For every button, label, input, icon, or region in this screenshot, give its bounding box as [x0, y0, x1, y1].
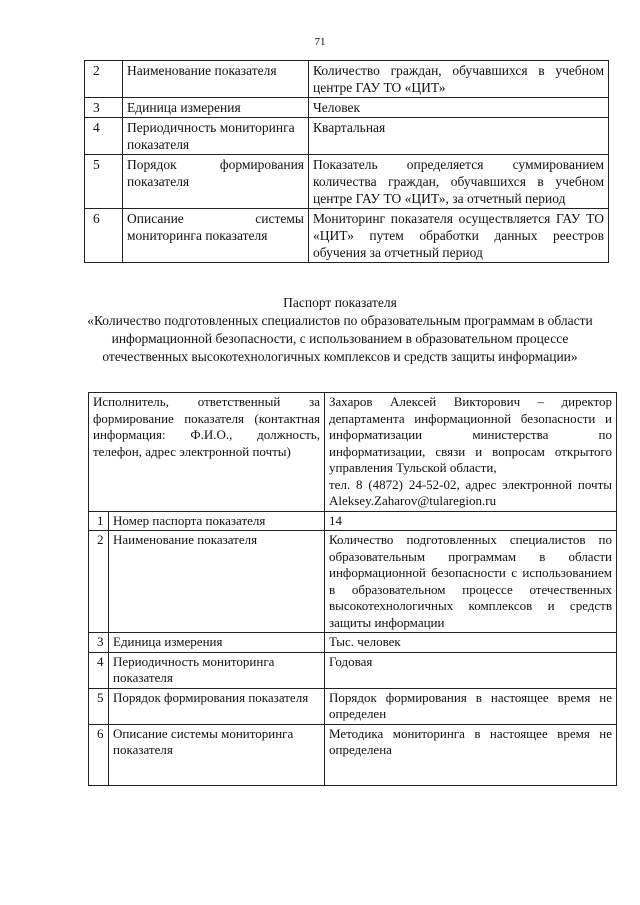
row-value: Тыс. человек — [325, 633, 617, 653]
top-indicator-table — [84, 60, 609, 263]
executor-name: Захаров Алексей Викторович – директор департамента информационной безопасности и информатизации министерства по информатизации, связи и вопросам открытого управления Тульской области, — [329, 394, 612, 475]
row-value: Годовая — [325, 652, 617, 688]
passport-heading: Паспорт показателя — [283, 295, 397, 310]
passport-subtitle: «Количество подготовленных специалистов по образовательным программам в области информационной безопасности, с использованием в образовательном процессе отечественных высокотехнологичных комплексов и средств защиты информации» — [87, 313, 593, 364]
table-row — [89, 511, 617, 531]
row-value: 14 — [325, 511, 617, 531]
page-number: 71 — [314, 36, 326, 48]
table-row — [89, 724, 617, 785]
row-value: Порядок формирования в настоящее время не определен — [325, 688, 617, 724]
row-number: 3 — [85, 98, 123, 118]
executor-label: Исполнитель, ответственный за формирование показателя (контактная информация: Ф.И.О., должность, телефон, адрес электронной почты) — [89, 393, 325, 512]
row-number: 5 — [85, 155, 123, 209]
row-label: Наименование показателя — [123, 61, 309, 98]
table-row — [85, 155, 609, 209]
row-number: 3 — [89, 633, 109, 653]
row-number: 1 — [89, 511, 109, 531]
row-number: 6 — [85, 209, 123, 263]
row-value: Методика мониторинга в настоящее время не определена — [325, 724, 617, 785]
table-row — [85, 61, 609, 98]
executor-row — [89, 393, 617, 512]
row-label: Порядок формирования показателя — [123, 155, 309, 209]
table-row — [89, 688, 617, 724]
row-label: Описание системы мониторинга показателя — [109, 724, 325, 785]
row-value: Количество граждан, обучавшихся в учебном центре ГАУ ТО «ЦИТ» — [309, 61, 609, 98]
row-label: Единица измерения — [123, 98, 309, 118]
passport-table — [88, 392, 617, 786]
passport-title-block — [80, 294, 600, 366]
row-number: 2 — [85, 61, 123, 98]
executor-value — [325, 393, 617, 512]
row-label: Номер паспорта показателя — [109, 511, 325, 531]
row-number: 2 — [89, 531, 109, 633]
row-label: Порядок формирования показателя — [109, 688, 325, 724]
row-label: Периодичность мониторинга показателя — [123, 118, 309, 155]
row-label: Наименование показателя — [109, 531, 325, 633]
table-row — [89, 633, 617, 653]
table-row — [85, 209, 609, 263]
row-label: Единица измерения — [109, 633, 325, 653]
row-value: Мониторинг показателя осуществляется ГАУ ТО «ЦИТ» путем обработки данных реестров обучения за отчетный период — [309, 209, 609, 263]
row-value: Количество подготовленных специалистов по образовательным программам в области информационной безопасности с использованием в образовательном процессе отечественных высокотехнологичных комплексов и средств защиты информации — [325, 531, 617, 633]
row-number: 4 — [89, 652, 109, 688]
table-row — [89, 531, 617, 633]
row-value: Человек — [309, 98, 609, 118]
row-number: 4 — [85, 118, 123, 155]
table-row — [89, 652, 617, 688]
table-row — [85, 98, 609, 118]
row-label: Периодичность мониторинга показателя — [109, 652, 325, 688]
table-row — [85, 118, 609, 155]
row-number: 6 — [89, 724, 109, 785]
row-label: Описание системы мониторинга показателя — [123, 209, 309, 263]
executor-contact: тел. 8 (4872) 24-52-02, адрес электронной почты Aleksey.Zaharov@tularegion.ru — [329, 476, 612, 508]
row-value: Квартальная — [309, 118, 609, 155]
row-number: 5 — [89, 688, 109, 724]
row-value: Показатель определяется суммированием количества граждан, обучавшихся в учебном центре ГАУ ТО «ЦИТ», за отчетный период — [309, 155, 609, 209]
